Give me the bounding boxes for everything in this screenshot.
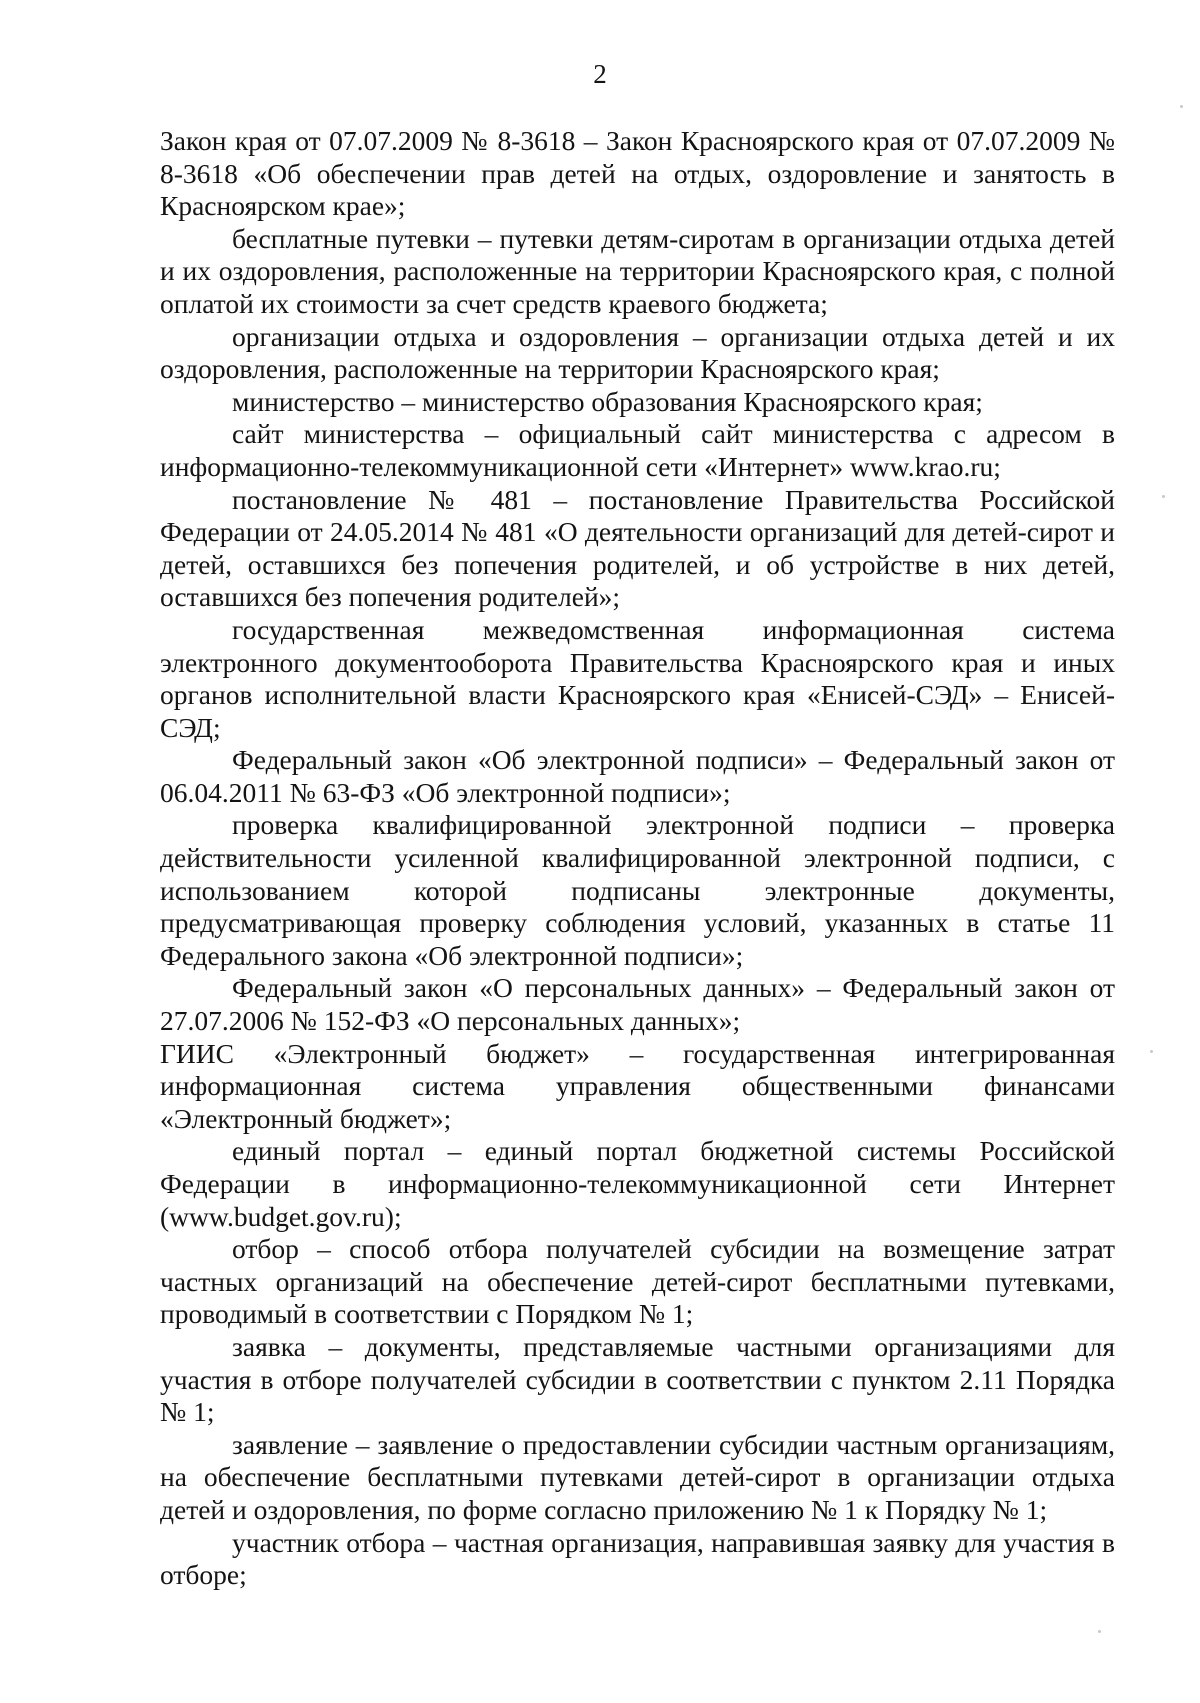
document-body bbox=[160, 125, 1115, 1592]
definition-sait-ministerstva: сайт министерства – официальный сайт министерства с адресом в информационно-телекоммуникационной сети «Интернет» www.krao.ru; bbox=[160, 418, 1115, 482]
definition-edinyi-portal: единый портал – единый портал бюджетной системы Российской Федерации в информационно-телекоммуникационной сети Интернет (www.budget.gov.ru); bbox=[160, 1135, 1115, 1232]
page-number: 2 bbox=[593, 59, 607, 89]
definition-organizatsii-otdykha: организации отдыха и оздоровления – организации отдыха детей и их оздоровления, расположенные на территории Красноярского края; bbox=[160, 320, 1115, 385]
definition-postanovlenie-481: постановление № 481 – постановление Правительства Российской Федерации от 24.05.2014 № 481 «О деятельности организаций для детей-сирот и детей, оставшихся без попечения родителей, и об устройстве в них детей, оставшихся без попечения родителей»; bbox=[160, 483, 1115, 613]
definition-ministerstvo: министерство – министерство образования Красноярского края; bbox=[232, 385, 983, 417]
definition-fz-electronic-signature: Федеральный закон «Об электронной подписи» – Федеральный закон от 06.04.2011 № 63-ФЗ «Об электронной подписи»; bbox=[160, 744, 1115, 808]
scan-speck bbox=[1180, 105, 1183, 108]
scan-speck bbox=[1098, 1630, 1101, 1633]
definition-signature-check: проверка квалифицированной электронной подписи – проверка действительности усиленной квалифицированной электронной подписи, с использованием которой подписаны электронные документы, предусматривающая проверку соблюдения условий, указанных в статье 11 Федерального закона «Об электронной подписи»; bbox=[160, 809, 1115, 971]
scan-speck bbox=[1162, 495, 1165, 498]
definition-giis-electronic-budget: ГИИС «Электронный бюджет» – государственная интегрированная информационная система управления общественными финансами «Электронный бюджет»; bbox=[160, 1037, 1115, 1134]
definition-fz-personal-data: Федеральный закон «О персональных данных» – Федеральный закон от 27.07.2006 № 152-ФЗ «О персональных данных»; bbox=[160, 972, 1115, 1037]
definition-zakon-kraya: Закон края от 07.07.2009 № 8-3618 – Закон Красноярского края от 07.07.2009 № 8-3618 «Об обеспечении прав детей на отдых, оздоровление и занятость в Красноярском крае»; bbox=[160, 125, 1115, 222]
definition-zayavka: заявка – документы, представляемые частными организациями для участия в отборе получателей субсидии в соответствии с пунктом 2.11 Порядка № 1; bbox=[160, 1330, 1115, 1428]
definition-enisei-sed: государственная межведомственная информационная система электронного документооборота Правительства Красноярского края и иных органов исполнительной власти Красноярского края «Енисей-СЭД» – Енисей-СЭД; bbox=[160, 613, 1115, 743]
definition-otbor: отбор – способ отбора получателей субсидии на возмещение затрат частных организаций на обеспечение детей-сирот бесплатными путевками, проводимый в соответствии с Порядком № 1; bbox=[160, 1233, 1115, 1330]
scan-speck bbox=[1150, 1050, 1153, 1053]
definition-uchastnik-otbora: участник отбора – частная организация, направившая заявку для участия в отборе; bbox=[160, 1526, 1115, 1591]
definition-zayavlenie: заявление – заявление о предоставлении субсидии частным организациям, на обеспечение бесплатными путевками детей-сирот в организации отдыха детей и оздоровления, по форме согласно приложению № 1 к Порядку № 1; bbox=[160, 1428, 1115, 1525]
definition-besplatnye-putevki: бесплатные путевки – путевки детям-сиротам в организации отдыха детей и их оздоровления, расположенные на территории Красноярского края, с полной оплатой их стоимости за счет средств краевого бюджета; bbox=[160, 222, 1115, 319]
